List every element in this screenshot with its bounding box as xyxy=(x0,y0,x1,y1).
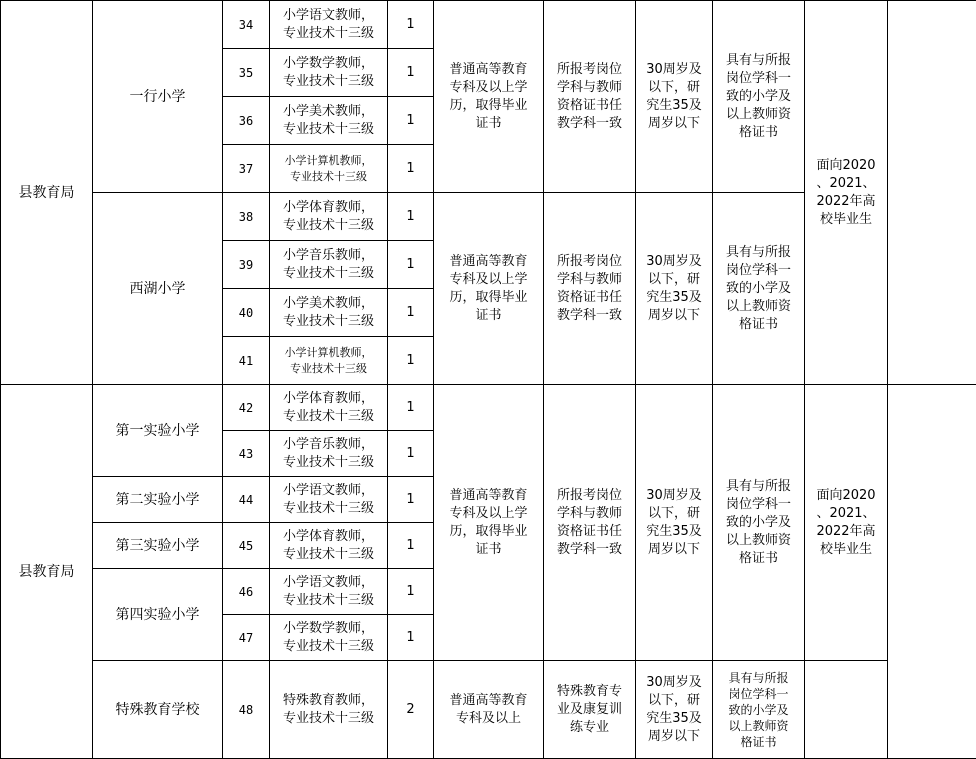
post-count: 2 xyxy=(388,661,434,759)
post-name: 小学计算机教师， 专业技术十三级 xyxy=(270,337,388,385)
post-count: 1 xyxy=(388,241,434,289)
age-requirement: 30周岁及 以下，研 究生35及 周岁以下 xyxy=(636,661,713,759)
post-count: 1 xyxy=(388,385,434,431)
school-shiyan1: 第一实验小学 xyxy=(93,385,223,477)
post-name: 小学音乐教师， 专业技术十三级 xyxy=(270,431,388,477)
post-number: 47 xyxy=(223,615,270,661)
post-count: 1 xyxy=(388,337,434,385)
table-row xyxy=(1,385,976,431)
major-requirement: 所报考岗位 学科与教师 资格证书任 教学科一致 xyxy=(544,385,636,661)
post-count: 1 xyxy=(388,97,434,145)
post-count: 1 xyxy=(388,615,434,661)
education-requirement: 普通高等教育 专科及以上 xyxy=(434,661,544,759)
post-count: 1 xyxy=(388,193,434,241)
post-count: 1 xyxy=(388,431,434,477)
post-number: 46 xyxy=(223,569,270,615)
target-requirement: 面向2020 、2021、 2022年高 校毕业生 xyxy=(805,1,888,385)
school-shiyan3: 第三实验小学 xyxy=(93,523,223,569)
post-count: 1 xyxy=(388,1,434,49)
post-number: 45 xyxy=(223,523,270,569)
certificate-requirement: 具有与所报 岗位学科一 致的小学及 以上教师资 格证书 xyxy=(713,193,805,385)
dept-cell: 县教育局 xyxy=(1,1,93,385)
major-requirement: 特殊教育专 业及康复训 练专业 xyxy=(544,661,636,759)
post-name: 特殊教育教师， 专业技术十三级 xyxy=(270,661,388,759)
post-name: 小学音乐教师， 专业技术十三级 xyxy=(270,241,388,289)
school-tejiao: 特殊教育学校 xyxy=(93,661,223,759)
post-name: 小学语文教师， 专业技术十三级 xyxy=(270,569,388,615)
post-name: 小学体育教师， 专业技术十三级 xyxy=(270,523,388,569)
post-count: 1 xyxy=(388,145,434,193)
major-requirement: 所报考岗位 学科与教师 资格证书任 教学科一致 xyxy=(544,1,636,193)
post-number: 42 xyxy=(223,385,270,431)
school-shiyan4: 第四实验小学 xyxy=(93,569,223,661)
post-number: 34 xyxy=(223,1,270,49)
post-name: 小学语文教师， 专业技术十三级 xyxy=(270,1,388,49)
age-requirement: 30周岁及 以下，研 究生35及 周岁以下 xyxy=(636,193,713,385)
age-requirement: 30周岁及 以下，研 究生35及 周岁以下 xyxy=(636,385,713,661)
post-number: 35 xyxy=(223,49,270,97)
post-name: 小学体育教师， 专业技术十三级 xyxy=(270,385,388,431)
post-number: 44 xyxy=(223,477,270,523)
post-number: 36 xyxy=(223,97,270,145)
post-number: 41 xyxy=(223,337,270,385)
target-requirement-empty xyxy=(805,661,888,759)
post-number: 37 xyxy=(223,145,270,193)
post-number: 40 xyxy=(223,289,270,337)
post-count: 1 xyxy=(388,49,434,97)
certificate-requirement: 具有与所报 岗位学科一 致的小学及 以上教师资 格证书 xyxy=(713,1,805,193)
age-requirement: 30周岁及 以下，研 究生35及 周岁以下 xyxy=(636,1,713,193)
dept-cell: 县教育局 xyxy=(1,385,93,759)
school-yihang: 一行小学 xyxy=(93,1,223,193)
major-requirement: 所报考岗位 学科与教师 资格证书任 教学科一致 xyxy=(544,193,636,385)
certificate-requirement: 具有与所报 岗位学科一 致的小学及 以上教师资 格证书 xyxy=(713,661,805,759)
post-count: 1 xyxy=(388,289,434,337)
post-name: 小学数学教师， 专业技术十三级 xyxy=(270,615,388,661)
remarks-cell xyxy=(888,1,976,385)
post-count: 1 xyxy=(388,523,434,569)
post-number: 43 xyxy=(223,431,270,477)
table-row xyxy=(1,661,976,759)
education-requirement: 普通高等教育 专科及以上学 历，取得毕业 证书 xyxy=(434,385,544,661)
school-shiyan2: 第二实验小学 xyxy=(93,477,223,523)
post-name: 小学美术教师， 专业技术十三级 xyxy=(270,97,388,145)
post-name: 小学语文教师， 专业技术十三级 xyxy=(270,477,388,523)
post-name: 小学计算机教师， 专业技术十三级 xyxy=(270,145,388,193)
post-name: 小学美术教师， 专业技术十三级 xyxy=(270,289,388,337)
post-number: 38 xyxy=(223,193,270,241)
target-requirement: 面向2020 、2021、 2022年高 校毕业生 xyxy=(805,385,888,661)
remarks-cell xyxy=(888,385,976,759)
school-xihu: 西湖小学 xyxy=(93,193,223,385)
post-count: 1 xyxy=(388,477,434,523)
education-requirement: 普通高等教育 专科及以上学 历，取得毕业 证书 xyxy=(434,1,544,193)
post-count: 1 xyxy=(388,569,434,615)
education-requirement: 普通高等教育 专科及以上学 历，取得毕业 证书 xyxy=(434,193,544,385)
certificate-requirement: 具有与所报 岗位学科一 致的小学及 以上教师资 格证书 xyxy=(713,385,805,661)
post-name: 小学数学教师， 专业技术十三级 xyxy=(270,49,388,97)
post-number: 48 xyxy=(223,661,270,759)
table-row xyxy=(1,1,976,49)
post-name: 小学体育教师， 专业技术十三级 xyxy=(270,193,388,241)
post-number: 39 xyxy=(223,241,270,289)
